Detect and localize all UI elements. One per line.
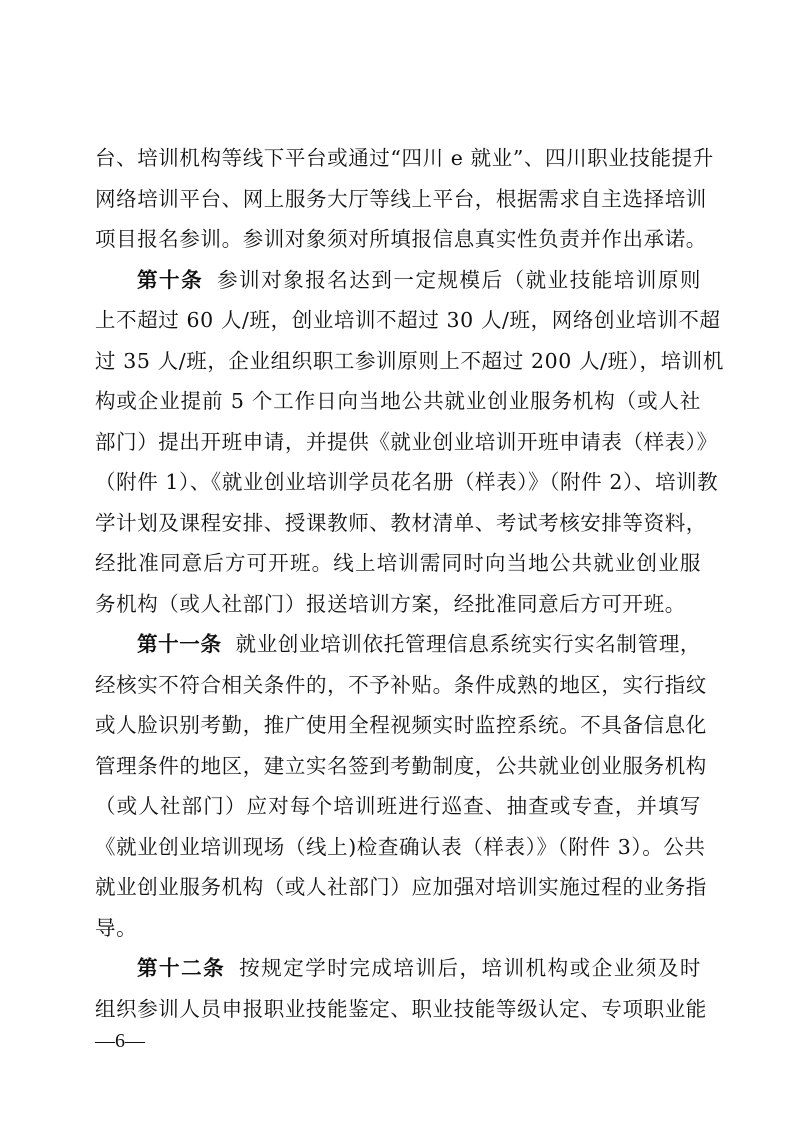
article-12-first-line	[95, 948, 701, 989]
article-11-first-line	[95, 624, 701, 665]
text-line: 台、培训机构等线下平台或通过“四川 e 就业”、四川职业技能提升	[95, 146, 714, 170]
article-number: 第十二条	[137, 956, 226, 980]
text-line: 《就业创业培训现场（线上)检查确认表（样表）》（附件 3）。公共	[95, 834, 706, 859]
text-line: 项目报名参训。参训对象须对所填报信息真实性负责并作出承诺。	[95, 227, 707, 251]
text-line: （附件 1）、《就业创业培训学员花名册（样表）》（附件 2）、培训教	[95, 470, 719, 494]
article-10-first-line	[95, 260, 701, 301]
text-line: 按规定学时完成培训后，培训机构或企业须及时	[239, 956, 701, 980]
text-line: 上不超过 60 人/班，创业培训不超过 30 人/班，网络创业培训不超	[95, 308, 721, 332]
text-line: 经核实不符合相关条件的，不予补贴。条件成熟的地区，实行指纹	[95, 672, 707, 697]
text-line: 参训对象报名达到一定规模后（就业技能培训原则	[217, 267, 701, 292]
text-line: 过 35 人/班，企业组织职工参训原则上不超过 200 人/班），培训机	[95, 348, 724, 373]
text-line: 务机构（或人社部门）报送培训方案，经批准同意后方可开班。	[95, 591, 686, 616]
text-line: 管理条件的地区，建立实名签到考勤制度，公共就业创业服务机构	[95, 753, 707, 778]
article-number: 第十条	[137, 267, 204, 292]
text-line: 网络培训平台、网上服务大厅等线上平台，根据需求自主选择培训	[95, 186, 707, 211]
text-line: 经批准同意后方可开班。线上培训需同时向当地公共就业创业服	[95, 551, 701, 575]
text-line: 就业创业服务机构（或人社部门）应加强对培训实施过程的业务指	[95, 875, 707, 899]
text-line: 导。	[95, 915, 138, 940]
article-number: 第十一条	[137, 632, 222, 656]
text-line: 部门）提出开班申请，并提供《就业创业培训开班申请表（样表）》	[95, 429, 718, 454]
text-line: 或人脸识别考勤，推广使用全程视频实时监控系统。不具备信息化	[95, 713, 707, 737]
text-line: （或人社部门）应对每个培训班进行巡查、抽查或专查，并填写	[95, 794, 701, 818]
text-line: 组织参训人员申报职业技能鉴定、职业技能等级认定、专项职业能	[95, 996, 707, 1021]
text-line: 构或企业提前 5 个工作日向当地公共就业创业服务机构（或人社	[95, 389, 701, 413]
text-line: 就业创业培训依托管理信息系统实行实名制管理，	[235, 632, 701, 656]
document-body	[95, 138, 724, 1029]
text-line: 学计划及课程安排、授课教师、教材清单、考试考核安排等资料，	[95, 510, 707, 535]
page-number: —6—	[95, 1030, 145, 1052]
